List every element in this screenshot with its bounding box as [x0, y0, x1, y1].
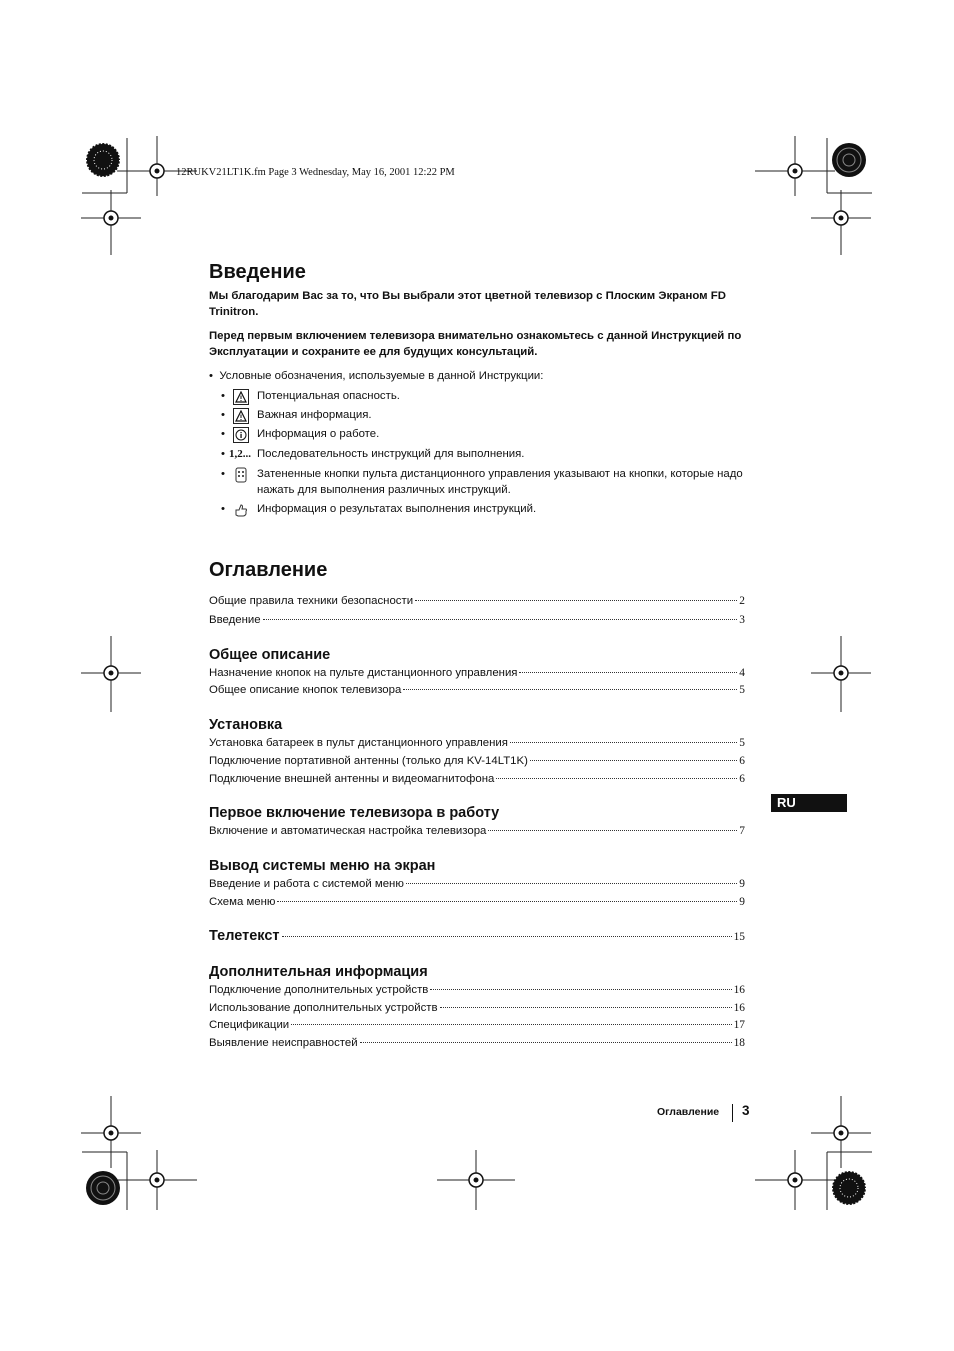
toc-title: Оглавление	[209, 559, 328, 581]
warning-triangle-icon	[233, 408, 249, 424]
intro-paragraph-1: Мы благодарим Вас за то, что Вы выбрали этот цветной телевизор с Плоским Экраном FD Trinitron.	[209, 290, 726, 318]
conventions-text: Условные обозначения, используемые в данной Инструкции:	[219, 370, 544, 382]
toc-section-heading: Вывод системы меню на экран	[209, 858, 436, 874]
convention-item: • Потенциальная опасность.	[221, 388, 751, 405]
toc-section-heading: Установка	[209, 717, 283, 733]
info-icon	[233, 427, 249, 443]
toc-entry[interactable]: Введение и работа с системой меню 9	[209, 878, 745, 890]
toc-entry[interactable]: Установка батареек в пульт дистанционного управления 5	[209, 737, 745, 749]
steps-label: 1,2...	[229, 448, 251, 460]
remote-control-icon	[233, 467, 249, 483]
toc-entry[interactable]: Подключение внешней антенны и видеомагнитофона 6	[209, 773, 745, 785]
thumbs-up-icon	[233, 502, 249, 518]
toc-entry[interactable]: Общие правила техники безопасности 2	[209, 595, 745, 607]
page-number: 3	[742, 1103, 750, 1118]
intro-paragraph-2: Перед первым включением телевизора внимательно ознакомьтесь с данной Инструкцией по Эксплуатации и сохраните ее для будущих консультаций.	[209, 330, 742, 358]
convention-item: • Важная информация.	[221, 407, 751, 424]
toc-entry[interactable]: Включение и автоматическая настройка телевизора 7	[209, 825, 745, 837]
toc-entry[interactable]: Подключение портативной антенны (только для KV-14LT1K) 6	[209, 755, 745, 767]
intro-title: Введение	[209, 261, 306, 283]
toc-section-heading: Общее описание	[209, 647, 331, 663]
toc-entry[interactable]: Использование дополнительных устройств 16	[209, 1002, 745, 1014]
convention-item: • Затененные кнопки пульта дистанционного управления указывают на кнопки, которые надо нажать для выполнения различных инструкций.	[221, 468, 743, 496]
convention-item: • Информация о работе.	[221, 426, 751, 443]
toc-section-heading: Дополнительная информация	[209, 964, 428, 980]
warning-triangle-icon	[233, 389, 249, 405]
language-tab: RU	[771, 794, 847, 812]
toc-entry[interactable]: Введение 3	[209, 614, 745, 626]
toc-entry[interactable]: Назначение кнопок на пульте дистанционного управления 4	[209, 667, 745, 679]
file-info-header: 12RUKV21LT1K.fm Page 3 Wednesday, May 16, 2001 12:22 PM	[176, 167, 455, 178]
footer-divider	[732, 1104, 733, 1122]
toc-entry[interactable]: Спецификации 17	[209, 1019, 745, 1031]
toc-entry[interactable]: Выявление неисправностей 18	[209, 1037, 745, 1049]
footer-section-label: Оглавление	[657, 1106, 720, 1118]
convention-item: • Информация о результатах выполнения инструкций.	[221, 501, 751, 518]
conventions-bullet: • Условные обозначения, используемые в данной Инструкции:	[209, 370, 544, 382]
toc-entry[interactable]: Общее описание кнопок телевизора 5	[209, 684, 745, 696]
toc-entry[interactable]: Подключение дополнительных устройств 16	[209, 984, 745, 996]
toc-entry[interactable]: Схема меню 9	[209, 896, 745, 908]
toc-section-heading: Первое включение телевизора в работу	[209, 805, 500, 821]
convention-item: • 1,2... Последовательность инструкций для выполнения.	[221, 448, 525, 460]
toc-entry-teletext[interactable]: Телетекст 15	[209, 928, 745, 944]
